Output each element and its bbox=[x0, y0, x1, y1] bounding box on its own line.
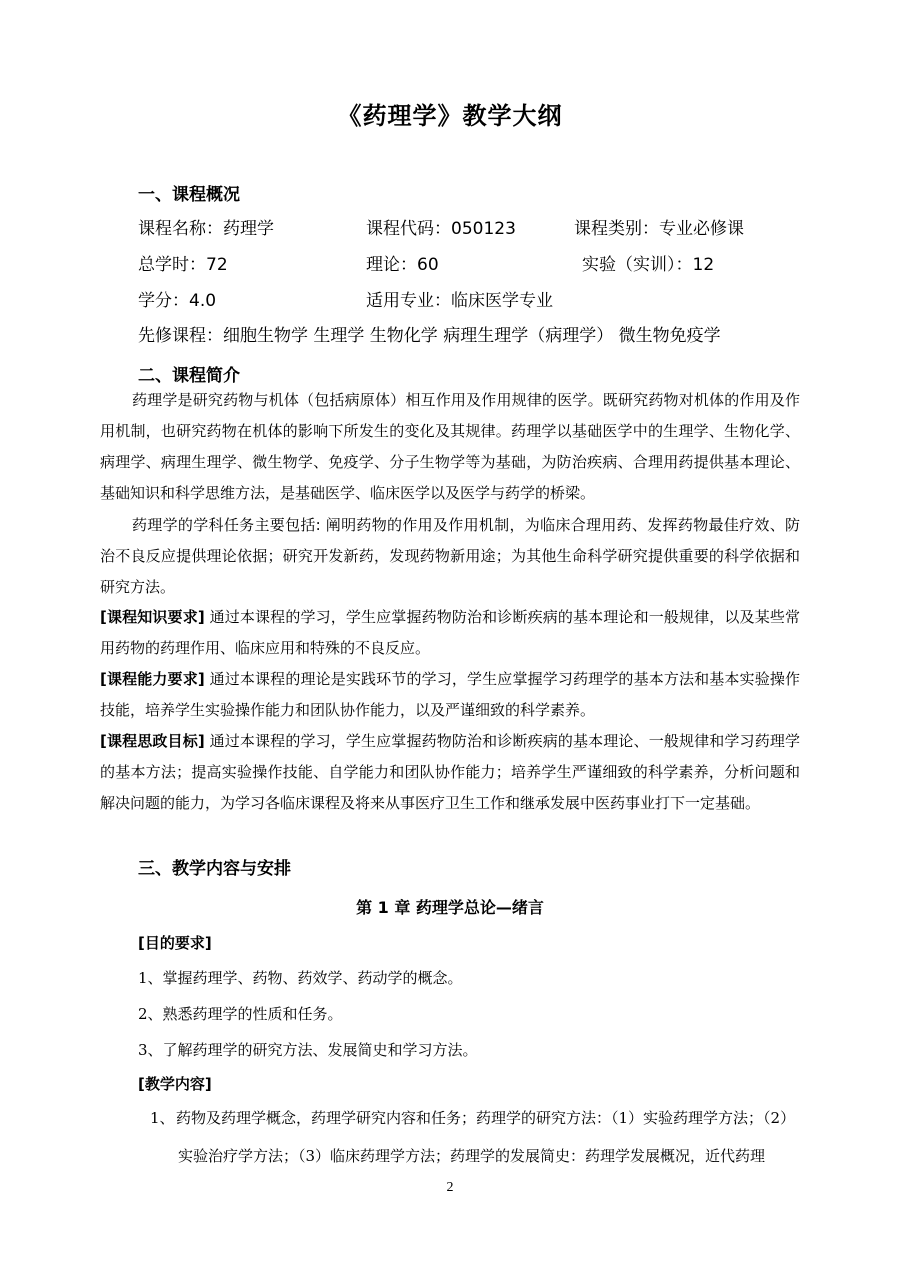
content-item-continuation: 实验治疗学方法；（3）临床药理学方法；药理学的发展简史：药理学发展概况，近代药理 bbox=[178, 1147, 766, 1165]
requirement-text: 通过本课程的理论是实践环节的学习，学生应掌握学习药理学的基本方法和基本实验操作技能，培养学生实验操作能力和团队协作能力，以及严谨细致的科学素养。 bbox=[100, 670, 800, 719]
content-heading: [教学内容] bbox=[138, 1075, 212, 1093]
chapter-title: 第 1 章 药理学总论—绪言 bbox=[356, 898, 544, 917]
requirement-text: 通过本课程的学习，学生应掌握药物防治和诊断疾病的基本理论和一般规律，以及某些常用药物的药理作用、临床应用和特殊的不良反应。 bbox=[100, 608, 800, 657]
ideology-goal bbox=[100, 726, 800, 819]
total-hours: 总学时：72 bbox=[138, 255, 228, 275]
content-item bbox=[150, 1099, 800, 1175]
info-row bbox=[0, 321, 900, 347]
requirement-label: [课程思政目标] bbox=[100, 732, 205, 750]
prerequisite-courses: 先修课程：细胞生物学 生理学 生物化学 病理生理学（病理学） 微生物免疫学 bbox=[138, 326, 721, 346]
objective-item: 1、掌握药理学、药物、药效学、药动学的概念。 bbox=[138, 969, 463, 987]
knowledge-requirement bbox=[100, 602, 800, 664]
content-item-text: 药物及药理学概念，药理学研究内容和任务；药理学的研究方法：（1）实验药理学方法；（2） bbox=[176, 1109, 796, 1127]
intro-paragraph: 药理学是研究药物与机体（包括病原体）相互作用及作用规律的医学。既研究药物对机体的作用及作用机制，也研究药物在机体的影响下所发生的变化及其规律。药理学以基础医学中的生理学、生物化学、病理学、病理生理学、微生物学、免疫学、分子生物学等为基础，为防治疾病、合理用药提供基本理论、基础知识和科学思维方法，是基础医学、临床医学以及医学与药学的桥梁。 bbox=[100, 391, 800, 502]
objective-item: 2、熟悉药理学的性质和任务。 bbox=[138, 1005, 343, 1023]
requirement-label: [课程能力要求] bbox=[100, 670, 205, 688]
section-heading-overview: 一、课程概况 bbox=[138, 185, 240, 205]
course-code: 课程代码：050123 bbox=[366, 219, 516, 239]
theory-hours: 理论：60 bbox=[366, 255, 439, 275]
info-row bbox=[0, 214, 900, 240]
objectives-heading: [目的要求] bbox=[138, 934, 212, 952]
ability-requirement bbox=[100, 664, 800, 726]
course-name: 课程名称：药理学 bbox=[138, 219, 274, 239]
credits: 学分：4.0 bbox=[138, 291, 217, 311]
tasks-paragraph: 药理学的学科任务主要包括: 阐明药物的作用及作用机制，为临床合理用药、发挥药物最佳疗效、防治不良反应提供理论依据；研究开发新药，发现药物新用途；为其他生命科学研究提供重要的科学依据和研究方法。 bbox=[100, 516, 800, 596]
objective-item: 3、了解药理学的研究方法、发展简史和学习方法。 bbox=[138, 1041, 478, 1059]
requirement-text: 通过本课程的学习，学生应掌握药物防治和诊断疾病的基本理论、一般规律和学习药理学的基本方法；提高实验操作技能、自学能力和团队协作能力；培养学生严谨细致的科学素养，分析问题和解决问题的能力，为学习各临床课程及将来从事医疗卫生工作和继承发展中医药事业打下一定基础。 bbox=[100, 732, 800, 812]
page-title: 《药理学》教学大纲 bbox=[337, 102, 563, 130]
course-category: 课程类别：专业必修课 bbox=[574, 219, 744, 239]
content-item-number: 1、 bbox=[150, 1109, 175, 1127]
page-number: 2 bbox=[446, 1180, 454, 1195]
info-row bbox=[0, 286, 900, 312]
applicable-major: 适用专业：临床医学专业 bbox=[366, 291, 553, 311]
requirement-label: [课程知识要求] bbox=[100, 608, 205, 626]
info-row bbox=[0, 250, 900, 276]
section-heading-intro: 二、课程简介 bbox=[138, 366, 240, 386]
lab-hours: 实验（实训）：12 bbox=[582, 255, 715, 275]
section-heading-content: 三、教学内容与安排 bbox=[138, 859, 291, 879]
